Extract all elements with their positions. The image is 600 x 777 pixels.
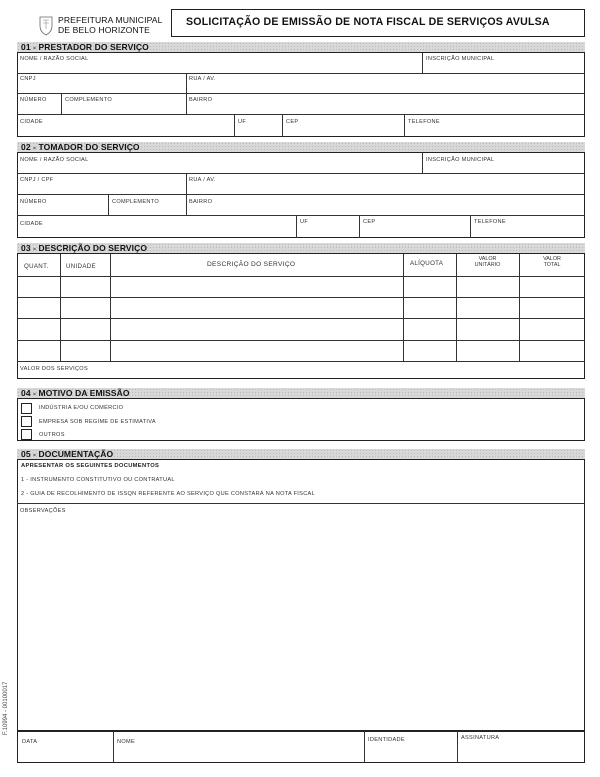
motivo-option-3-checkbox[interactable] [21, 429, 32, 440]
prestador-telefone-field[interactable]: TELEFONE [408, 119, 440, 125]
col-quant-header: QUANT. [24, 263, 49, 270]
col-valor-unitario-header [456, 256, 519, 268]
col-unidade-header: UNIDADE [66, 263, 96, 270]
prestador-cep-field[interactable]: CEP [286, 119, 299, 125]
section-04-title: 04 - MOTIVO DA EMISSÃO [21, 388, 130, 398]
tomador-uf-field[interactable]: UF [300, 219, 309, 225]
section-03-header [17, 243, 585, 254]
org-name [58, 15, 168, 35]
col-valor-unitario-line1: VALOR [478, 256, 497, 262]
motivo-option-1-label: INDÚSTRIA E/OU COMÉRCIO [39, 405, 124, 411]
prestador-bairro-field[interactable]: BAIRRO [189, 97, 213, 103]
prestador-nome-field[interactable]: NOME / RAZÃO SOCIAL [20, 56, 89, 62]
section-01-title: 01 - PRESTADOR DO SERVIÇO [21, 42, 149, 52]
prestador-cnpj-field[interactable]: CNPJ [20, 76, 36, 82]
prestador-cidade-field[interactable]: CIDADE [20, 119, 43, 125]
tomador-rua-field[interactable]: RUA / AV. [189, 177, 216, 183]
prestador-uf-field[interactable]: UF [238, 119, 247, 125]
footer-signature-row [17, 731, 585, 763]
section-01-header [17, 42, 585, 53]
col-valor-unitario-line2: UNITÁRIO [474, 262, 501, 268]
section-prestador [17, 42, 585, 137]
tomador-numero-field[interactable]: NÚMERO [20, 199, 47, 205]
footer-data-field[interactable]: DATA [22, 739, 38, 745]
col-valor-total-line1: VALOR [543, 256, 561, 262]
section-04-header [17, 388, 585, 399]
prestador-rua-field[interactable]: RUA / AV. [189, 76, 216, 82]
section-02-header [17, 142, 585, 153]
prestador-numero-field[interactable]: NÚMERO [20, 97, 47, 103]
tomador-cidade-field[interactable]: CIDADE [20, 221, 43, 227]
tomador-bairro-field[interactable]: BAIRRO [189, 199, 213, 205]
org-line-1: PREFEITURA MUNICIPAL [58, 15, 163, 25]
tomador-inscricao-field[interactable]: INSCRIÇÃO MUNICIPAL [426, 157, 495, 163]
tomador-nome-field[interactable]: NOME / RAZÃO SOCIAL [20, 157, 89, 163]
coat-of-arms-logo [38, 14, 54, 36]
col-aliquota-header: ALÍQUOTA [410, 260, 444, 267]
motivo-option-3-label: OUTROS [39, 432, 65, 438]
section-05-header [17, 449, 585, 460]
form-title: SOLICITAÇÃO DE EMISSÃO DE NOTA FISCAL DE SERVIÇOS AVULSA [186, 16, 550, 28]
org-line-2: DE BELO HORIZONTE [58, 25, 150, 35]
section-02-title: 02 - TOMADOR DO SERVIÇO [21, 142, 140, 152]
tomador-complemento-field[interactable]: COMPLEMENTO [112, 199, 160, 205]
documentos-subtitle: APRESENTAR OS SEGUINTES DOCUMENTOS [21, 463, 160, 469]
motivo-option-2-label: EMPRESA SOB REGIME DE ESTIMATIVA [39, 419, 156, 425]
footer-identidade-field[interactable]: IDENTIDADE [368, 737, 405, 743]
prestador-complemento-field[interactable]: COMPLEMENTO [65, 97, 113, 103]
section-03-title: 03 - DESCRIÇÃO DO SERVIÇO [21, 243, 148, 253]
documento-item-1: 1 - INSTRUMENTO CONSTITUTIVO OU CONTRATUAL [21, 477, 175, 483]
tomador-telefone-field[interactable]: TELEFONE [474, 219, 506, 225]
col-valor-total-header [519, 256, 585, 268]
observacoes-field[interactable]: OBSERVAÇÕES [20, 508, 66, 514]
motivo-option-1-checkbox[interactable] [21, 403, 32, 414]
tomador-cnpj-field[interactable]: CNPJ / CPF [20, 177, 54, 183]
col-descricao-header: DESCRIÇÃO DO SERVIÇO [207, 261, 296, 268]
documento-item-2: 2 - GUIA DE RECOLHIMENTO DE ISSQN REFERENTE AO SERVIÇO QUE CONSTARÁ NA NOTA FISCAL [21, 491, 315, 497]
col-valor-total-line2: TOTAL [543, 262, 561, 268]
motivo-option-2-checkbox[interactable] [21, 416, 32, 427]
tomador-cep-field[interactable]: CEP [363, 219, 376, 225]
valor-servicos-field[interactable]: VALOR DOS SERVIÇOS [20, 366, 88, 372]
prestador-inscricao-field[interactable]: INSCRIÇÃO MUNICIPAL [426, 56, 495, 62]
footer-assinatura-field[interactable]: ASSINATURA [461, 735, 500, 741]
footer-nome-field[interactable]: NOME [117, 739, 135, 745]
form-code: F.10994 - 00100017 [3, 681, 9, 735]
title-box [171, 9, 585, 37]
section-05-title: 05 - DOCUMENTAÇÃO [21, 449, 114, 459]
